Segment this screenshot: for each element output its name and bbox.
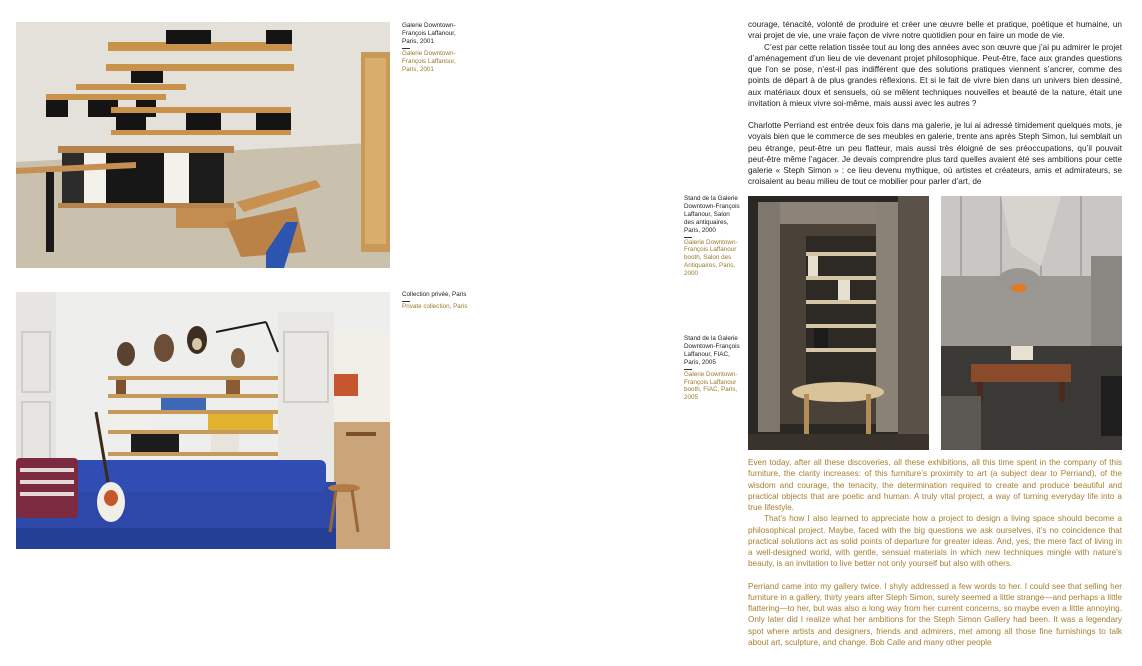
caption-divider [684,237,692,238]
photo-private-collection [16,292,390,549]
caption-photo-2 [402,291,468,311]
french-paragraph-1: courage, ténacité, volonté de produire et créer une œuvre belle et pratique, poétique et humaine, un vrai projet de vie, une vraie façon de vivre notre quotidien pour en faire un mode de vie. [748,20,1122,41]
caption-divider [402,301,410,302]
caption-french: Galerie Downtown-François Laffanour, Paris, 2001 [402,22,456,45]
caption-french: Collection privée, Paris [402,291,467,298]
caption-english: Galerie Downtown-François Laffanour booth, Salon des Antiquaires, Paris, 2000 [684,238,738,278]
photo-antiquaires-booth [748,196,929,450]
english-paragraph-3: Perriand came into my gallery twice. I shyly addressed a few words to her. I could see that selling her furniture in a gallery, thirty years after Steph Simon, surely seemed a little strange—and perhaps a little flattering—to her, but was also a long way from her current concerns, so maybe even a little annoying. Only later did I realize what her ambitions for the Steph Simon Gallery had been. It was a legendary spot where artists and designers, friends and admirers, met among all those fine furnishings to talk about art, sculpture, and change. Bob Calle and many other people [748,581,1122,647]
french-paragraph-3: Charlotte Perriand est entrée deux fois dans ma galerie, je lui ai adressé timidement quelques mots, je voyais bien que le commerce de ses meubles en galerie, trente ans après Steph Simon, lui semblait un peu étrange, peut-être un peu flatteur, mais aussi très éloigné de ses préoccupations, qu’il pouvait peut-être même l’agacer. Je devais comprendre plus tard quelles avaient été ses ambitions pour cette galerie « Steph Simon » : ce lieu devenu mythique, où artistes et créateurs, amis et admirateurs, se croisaient au beau milieu de tout ce mobilier pour parler d’art, de [748,121,1122,187]
caption-divider [402,48,410,49]
caption-photo-4 [684,335,740,402]
caption-photo-1 [402,22,468,73]
french-paragraph-2: C’est par cette relation tissée tout au long des années avec son œuvre que j’ai pu admirer le projet d’aménagement d’un lieu de vie devenant projet philosophique. Peut-être, face aux grandes questions que l’on se pose, n’est-il pas indifférent que des solutions pratiques viennent s’ancrer, comme des points de départ à de plus grandes réflexions. Et si le fait de vivre bien dans un univers bien dessiné, aux matériaux doux et sensuels, où se mêlent techniques nouvelles et beauté de la nature, était une invitation à mieux vivre soi-même, mais aussi avec les autres ? [748,42,1122,108]
caption-photo-3 [684,195,740,278]
photo-fiac-booth [941,196,1122,450]
caption-english: Galerie Downtown-François Laffanour, Paris, 2001 [402,49,456,73]
french-body-text [748,19,1122,188]
caption-french: Stand de la Galerie Downtown-François Laffanour, FIAC, Paris, 2005 [684,335,740,366]
caption-divider [684,369,692,370]
photo-gallery-shelving [16,22,390,268]
english-body-text [748,457,1122,648]
caption-english: Private collection, Paris [402,302,468,310]
caption-french: Stand de la Galerie Downtown-François Laffanour, Salon des antiquaires, Paris, 2000 [684,195,740,234]
english-paragraph-2: That’s how I also learned to appreciate how a project to design a living space should become a philosophical project. Maybe, faced with the big questions we ask ourselves, it’s no coincidence that practical solutions act as solid points of departure for greater ideas. And, yes, the mere fact of living in a well-designed world, with gentle, sensual materials in which new techniques mingle with nature’s beauty, is an invitation to live better not only yourself but also with others. [748,514,1122,569]
caption-english: Galerie Downtown-François Laffanour booth, FIAC, Paris, 2005 [684,370,738,402]
english-paragraph-1: Even today, after all these discoveries, all these exhibitions, all this time spent in the company of this furniture, the clarity increases: of this furniture’s proximity to art (a subject dear to Perriand), of the wisdom and courage, the tenacity, the determination required to create and produce beautiful and practical objects that are poetic and human. A truly vital project, a way of turning everyday life into a true lifestyle. [748,458,1122,512]
